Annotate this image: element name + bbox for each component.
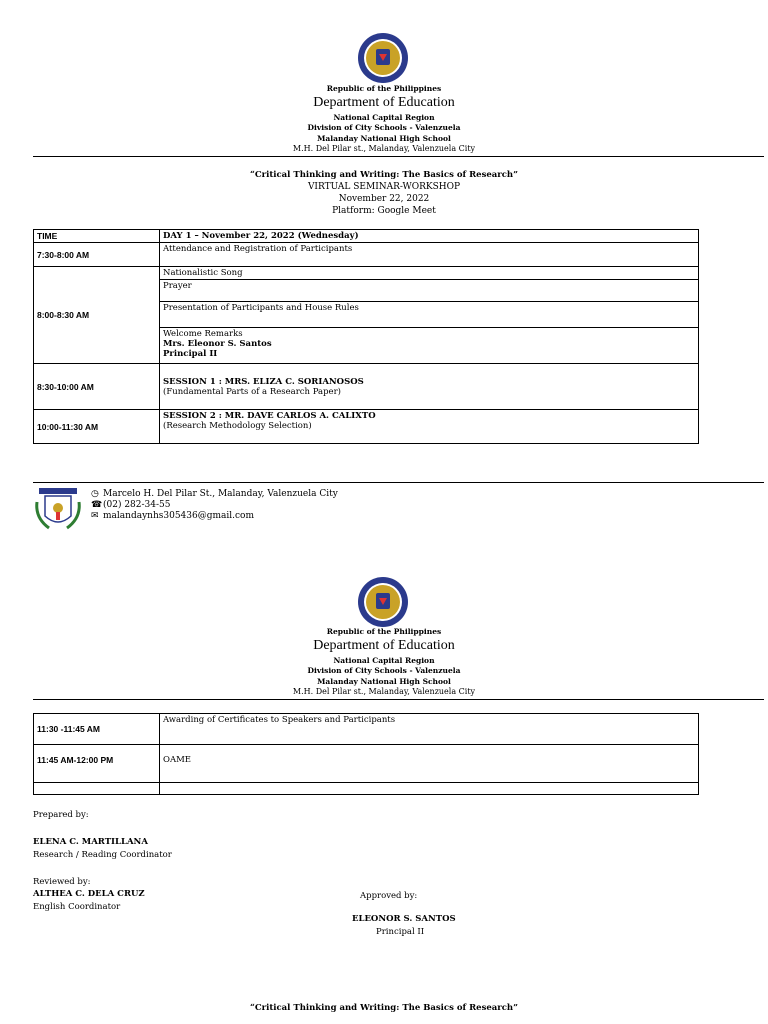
activity-cell: Attendance and Registration of Participants	[160, 243, 699, 267]
event-platform: Platform: Google Meet	[332, 206, 436, 216]
event-title-footer: “Critical Thinking and Writing: The Basics of Research”	[249, 1003, 519, 1013]
deped-seal-icon	[357, 576, 409, 628]
department-title: Department of Education	[313, 638, 455, 653]
header-divider	[33, 699, 764, 700]
table-header-row	[34, 230, 699, 243]
approved-role: Principal II	[376, 927, 425, 937]
approved-name: ELEONOR S. SANTOS	[352, 914, 456, 924]
prepared-label: Prepared by:	[33, 810, 89, 820]
header-divider	[33, 156, 764, 157]
table-row	[34, 714, 699, 745]
republic-label: Republic of the Philippines	[326, 84, 442, 93]
address-label: M.H. Del Pilar st., Malanday, Valenzuela City	[292, 144, 476, 153]
activity-cell	[160, 410, 699, 444]
header-day: DAY 1 – November 22, 2022 (Wednesday)	[160, 230, 699, 243]
activity-cell: Prayer	[160, 280, 699, 302]
approved-label: Approved by:	[360, 891, 418, 901]
deped-seal-icon	[357, 32, 409, 84]
time-cell: 11:45 AM-12:00 PM	[34, 745, 160, 783]
header-time: TIME	[34, 230, 160, 243]
school-label: Malanday National High School	[317, 677, 451, 686]
time-cell: 8:00-8:30 AM	[34, 267, 160, 364]
footer-divider	[33, 482, 764, 483]
region-label: National Capital Region	[333, 656, 435, 665]
footer-address-row	[91, 489, 338, 500]
session1-title: SESSION 1 : MRS. ELIZA C. SORIANOSOS	[163, 376, 364, 387]
republic-label: Republic of the Philippines	[326, 627, 442, 636]
table-row	[34, 243, 699, 267]
division-label: Division of City Schools - Valenzuela	[307, 123, 461, 132]
footer-phone: (02) 282-34-55	[103, 500, 171, 510]
email-icon: ✉	[91, 511, 99, 521]
footer-address: Marcelo H. Del Pilar St., Malanday, Valenzuela City	[103, 489, 338, 499]
activity-cell	[160, 783, 699, 795]
event-type: VIRTUAL SEMINAR-WORKSHOP	[307, 182, 461, 192]
location-icon: ◷	[91, 489, 99, 499]
prepared-role: Research / Reading Coordinator	[33, 850, 172, 860]
time-cell: 8:30-10:00 AM	[34, 364, 160, 410]
division-label: Division of City Schools - Valenzuela	[307, 666, 461, 675]
table-row	[34, 783, 699, 795]
activity-cell: Nationalistic Song	[160, 267, 699, 280]
prepared-name: ELENA C. MARTILLANA	[33, 837, 148, 847]
session1-topic: (Fundamental Parts of a Research Paper)	[163, 386, 341, 397]
welcome-remarks: Welcome Remarks	[163, 329, 243, 339]
time-cell: 7:30-8:00 AM	[34, 243, 160, 267]
activity-cell: Presentation of Participants and House Rules	[160, 302, 699, 328]
welcome-speaker: Mrs. Eleonor S. Santos	[163, 339, 272, 349]
session2-topic: (Research Methodology Selection)	[163, 421, 312, 431]
table-row	[34, 410, 699, 444]
activity-cell: Awarding of Certificates to Speakers and Participants	[160, 714, 699, 745]
footer-email-row	[91, 511, 338, 522]
footer-email: malandaynhs305436@gmail.com	[103, 511, 254, 521]
time-cell: 10:00-11:30 AM	[34, 410, 160, 444]
time-cell	[34, 783, 160, 795]
reviewed-role: English Coordinator	[33, 902, 121, 912]
table-row	[34, 267, 699, 280]
footer-phone-row	[91, 500, 338, 511]
school-logo-icon	[33, 486, 83, 532]
table-row	[34, 364, 699, 410]
region-label: National Capital Region	[333, 113, 435, 122]
reviewed-label: Reviewed by:	[33, 877, 91, 887]
reviewed-name: ALTHEA C. DELA CRUZ	[33, 889, 145, 899]
school-label: Malanday National High School	[317, 134, 451, 143]
address-label: M.H. Del Pilar st., Malanday, Valenzuela City	[292, 687, 476, 696]
activity-cell: OAME	[160, 745, 699, 783]
activity-cell	[160, 364, 699, 410]
schedule-table-day1	[33, 229, 699, 444]
activity-cell	[160, 328, 699, 364]
schedule-table-day1-cont	[33, 713, 699, 795]
event-date: November 22, 2022	[338, 194, 430, 204]
phone-icon: ☎	[91, 500, 103, 510]
department-title: Department of Education	[313, 95, 455, 110]
time-cell: 11:30 -11:45 AM	[34, 714, 160, 745]
event-title: “Critical Thinking and Writing: The Basics of Research”	[249, 170, 519, 180]
session2-title: SESSION 2 : MR. DAVE CARLOS A. CALIXTO	[163, 411, 376, 421]
table-row	[34, 745, 699, 783]
welcome-speaker-role: Principal II	[163, 349, 218, 359]
